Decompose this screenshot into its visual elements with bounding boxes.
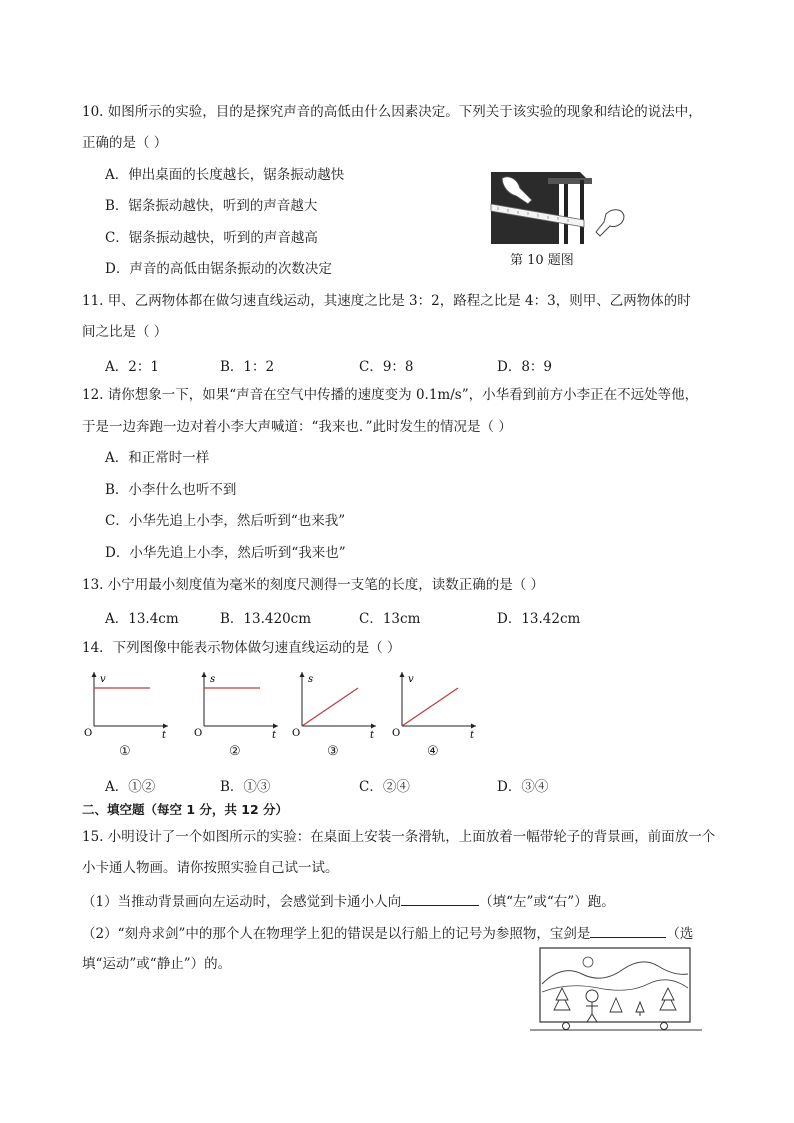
graph-caption-1: ①	[119, 744, 131, 759]
q12-option-d: D．小华先追上小李，然后听到“我来也”	[105, 545, 346, 561]
q14-option-a: A．①②	[105, 779, 156, 795]
saw-blade-figure	[488, 170, 628, 248]
graph-line	[402, 688, 458, 726]
q15-part2-blank[interactable]	[590, 923, 666, 938]
q12-option-a: A．和正常时一样	[105, 450, 210, 466]
section-title-fill-in: 二、填空题（每空 1 分，共 12 分）	[82, 802, 289, 817]
graph-line	[302, 688, 358, 726]
q11-option-b: B．1：2	[220, 359, 275, 375]
q13-option-d: D．13.42cm	[497, 611, 581, 627]
q13-option-a: A．13.4cm	[105, 611, 179, 627]
origin-label: O	[84, 728, 93, 739]
q10-option-b: B．锯条振动越快，听到的声音越大	[105, 198, 318, 214]
x-axis-label: t	[162, 730, 167, 740]
y-axis-arrow	[300, 672, 305, 677]
q14-option-c: C．②④	[359, 779, 410, 795]
q10-figure-caption: 第 10 题图	[510, 253, 574, 268]
q13-option-c: C．13cm	[359, 611, 421, 627]
x-axis-label: t	[370, 730, 375, 740]
q15-part2-text-a: （2）“刻舟求剑”中的那个人在物理学上犯的错误是以行船上的记号为参照物，宝剑是	[82, 926, 591, 942]
y-axis-label: s	[308, 674, 314, 685]
graph-4	[392, 668, 484, 740]
y-axis-label: s	[210, 674, 216, 685]
q15-part2-text-b: （选	[666, 926, 694, 942]
q15-part1-text-a: （1）当推动背景画向左运动时，会感觉到卡通小人向	[82, 894, 402, 910]
q15-part1	[82, 891, 615, 911]
sliding-background-figure	[528, 944, 704, 1034]
graph-caption-3: ③	[327, 744, 339, 759]
y-axis-label: v	[408, 674, 414, 685]
q12-option-b: B．小李什么也听不到	[105, 482, 237, 498]
q10-stem-line2: 正确的是（ ）	[82, 135, 168, 151]
q12-stem-line1: 12. 请你想象一下，如果“声音在空气中传播的速度变为 0.1m/s”，小华看到前方小李正在不远处等他，	[82, 387, 699, 403]
y-axis-arrow	[202, 672, 207, 677]
graph-3	[292, 668, 384, 740]
q12-stem-line2: 于是一边奔跑一边对着小李大声喊道：“我来也．”此时发生的情况是（ ）	[82, 419, 512, 435]
q15-part1-text-b: （填“左”或“右”）跑。	[479, 894, 615, 910]
origin-label: O	[292, 728, 301, 739]
q14-stem: 14．下列图像中能表示物体做匀速直线运动的是（ ）	[82, 640, 401, 656]
q15-part2-line2: 填“运动”或“静止”）的。	[82, 956, 232, 972]
q11-option-a: A．2：1	[105, 359, 159, 375]
graph-caption-4: ④	[427, 744, 439, 759]
x-axis-label: t	[470, 730, 475, 740]
q11-stem-line2: 间之比是（ ）	[82, 324, 168, 340]
q10-option-c: C．锯条振动越快，听到的声音越高	[105, 230, 318, 246]
y-axis-label: v	[100, 674, 106, 685]
x-axis-arrow	[163, 724, 168, 729]
q15-stem-line1: 15. 小明设计了一个如图所示的实验：在桌面上安装一条滑轨，上面放着一幅带轮子的背景画，前面放一个	[82, 829, 716, 845]
q13-option-b: B．13.420cm	[220, 611, 312, 627]
graph-caption-2: ②	[229, 744, 241, 759]
x-axis-arrow	[371, 724, 376, 729]
q10-option-a: A．伸出桌面的长度越长，锯条振动越快	[105, 167, 345, 183]
y-axis-arrow	[400, 672, 405, 677]
q10-option-d: D．声音的高低由锯条振动的次数决定	[105, 261, 332, 277]
q15-part1-blank[interactable]	[401, 891, 479, 906]
graph-2	[194, 668, 286, 740]
q14-option-b: B．①③	[220, 779, 271, 795]
q12-option-c: C．小华先追上小李，然后听到“也来我”	[105, 513, 346, 529]
q14-option-d: D．③④	[497, 779, 549, 795]
x-axis-arrow	[273, 724, 278, 729]
x-axis-arrow	[471, 724, 476, 729]
q11-option-d: D．8：9	[497, 359, 553, 375]
q13-stem: 13. 小宁用最小刻度值为毫米的刻度尺测得一支笔的长度，读数正确的是（ ）	[82, 577, 545, 593]
q15-part2	[82, 923, 693, 943]
q10-stem-line1: 10. 如图所示的实验，目的是探究声音的高低由什么因素决定。下列关于该实验的现象和结论的说法中，	[82, 104, 702, 120]
graph-1	[84, 668, 176, 740]
q11-option-c: C．9：8	[359, 359, 414, 375]
q11-stem-line1: 11. 甲、乙两物体都在做匀速直线运动，其速度之比是 3：2，路程之比是 4：3，则甲、乙两物体的时	[82, 293, 691, 309]
x-axis-label: t	[272, 730, 277, 740]
origin-label: O	[392, 728, 401, 739]
y-axis-arrow	[92, 672, 97, 677]
q15-stem-line2: 小卡通人物画。请你按照实验自己试一试。	[82, 860, 339, 876]
origin-label: O	[194, 728, 203, 739]
